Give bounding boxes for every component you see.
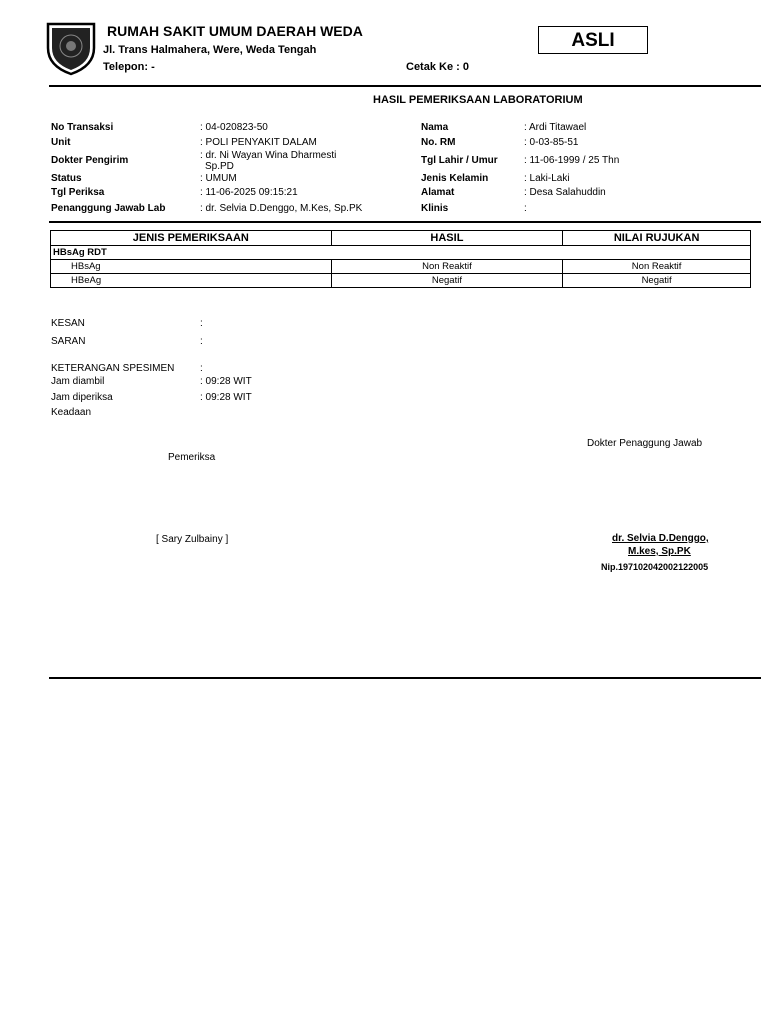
label-tgl-lahir: Tgl Lahir / Umur <box>421 155 498 166</box>
label-penanggung-jawab-lab: Penanggung Jawab Lab <box>51 203 166 214</box>
hospital-name: RUMAH SAKIT UMUM DAERAH WEDA <box>107 23 363 39</box>
kesan-label: KESAN <box>51 318 85 329</box>
test-result: Non Reaktif <box>331 260 563 274</box>
value-unit: : POLI PENYAKIT DALAM <box>200 137 317 148</box>
test-result: Negatif <box>331 274 563 288</box>
value-dokter-pengirim-suffix: Sp.PD <box>205 161 234 172</box>
hospital-logo <box>42 18 100 76</box>
label-unit: Unit <box>51 137 71 148</box>
value-nama: : Ardi Titawael <box>524 122 587 133</box>
doctor-name-line2: M.kes, Sp.PK <box>628 546 691 557</box>
label-nama: Nama <box>421 122 449 133</box>
jam-diambil-label: Jam diambil <box>51 376 105 387</box>
header-divider <box>49 85 761 87</box>
value-jenis-kelamin: : Laki-Laki <box>524 173 570 184</box>
doctor-title: Dokter Penaggung Jawab <box>587 438 703 449</box>
value-dokter-pengirim: : dr. Ni Wayan Wina Dharmesti <box>200 150 337 161</box>
label-dokter-pengirim: Dokter Pengirim <box>51 155 129 166</box>
saran-label: SARAN <box>51 336 86 347</box>
keadaan-label: Keadaan <box>51 407 92 418</box>
header-nilai-rujukan: NILAI RUJUKAN <box>563 231 751 246</box>
value-alamat: : Desa Salahuddin <box>524 187 606 198</box>
results-table <box>50 230 751 288</box>
label-klinis: Klinis <box>421 203 449 214</box>
label-no-rm: No. RM <box>421 137 456 148</box>
value-klinis: : <box>524 203 527 214</box>
table-group-row <box>51 246 751 260</box>
label-alamat: Alamat <box>421 187 455 198</box>
header-jenis-pemeriksaan: JENIS PEMERIKSAAN <box>51 231 332 246</box>
info-divider <box>49 221 761 223</box>
hospital-address: Jl. Trans Halmahera, Were, Weda Tengah <box>103 44 317 56</box>
test-name: HBsAg <box>51 260 332 274</box>
jam-diambil-value: : 09:28 WIT <box>200 376 252 387</box>
label-no-transaksi: No Transaksi <box>51 122 114 133</box>
jam-diperiksa-label: Jam diperiksa <box>51 392 113 403</box>
group-name: HBsAg RDT <box>51 246 751 260</box>
report-title: HASIL PEMERIKSAAN LABORATORIUM <box>373 94 583 106</box>
table-row <box>51 274 751 288</box>
spesimen-label: KETERANGAN SPESIMEN <box>51 363 175 374</box>
label-tgl-periksa: Tgl Periksa <box>51 187 105 198</box>
table-header-row <box>51 231 751 246</box>
value-no-transaksi: : 04-020823-50 <box>200 122 268 133</box>
table-row <box>51 260 751 274</box>
value-tgl-lahir: : 11-06-1999 / 25 Thn <box>524 155 620 166</box>
kesan-value: : <box>200 318 203 329</box>
spesimen-value: : <box>200 363 203 374</box>
original-stamp: ASLI <box>538 26 648 54</box>
value-no-rm: : 0-03-85-51 <box>524 137 579 148</box>
label-jenis-kelamin: Jenis Kelamin <box>421 173 489 184</box>
test-reference: Negatif <box>563 274 751 288</box>
value-tgl-periksa: : 11-06-2025 09:15:21 <box>200 187 298 198</box>
label-status: Status <box>51 173 82 184</box>
value-penanggung-jawab-lab: : dr. Selvia D.Denggo, M.Kes, Sp.PK <box>200 203 363 214</box>
examiner-title: Pemeriksa <box>168 452 216 463</box>
value-status: : UMUM <box>200 173 237 184</box>
doctor-nip: Nip.197102042002122005 <box>601 562 709 572</box>
print-count: Cetak Ke : 0 <box>406 61 469 73</box>
examiner-name: [ Sary Zulbainy ] <box>156 534 229 545</box>
test-name: HBeAg <box>51 274 332 288</box>
footer-divider <box>49 677 761 679</box>
header-hasil: HASIL <box>331 231 563 246</box>
hospital-phone: Telepon: - <box>103 61 155 73</box>
jam-diperiksa-value: : 09:28 WIT <box>200 392 252 403</box>
test-reference: Non Reaktif <box>563 260 751 274</box>
doctor-name-line1: dr. Selvia D.Denggo, <box>612 533 709 544</box>
saran-value: : <box>200 336 203 347</box>
